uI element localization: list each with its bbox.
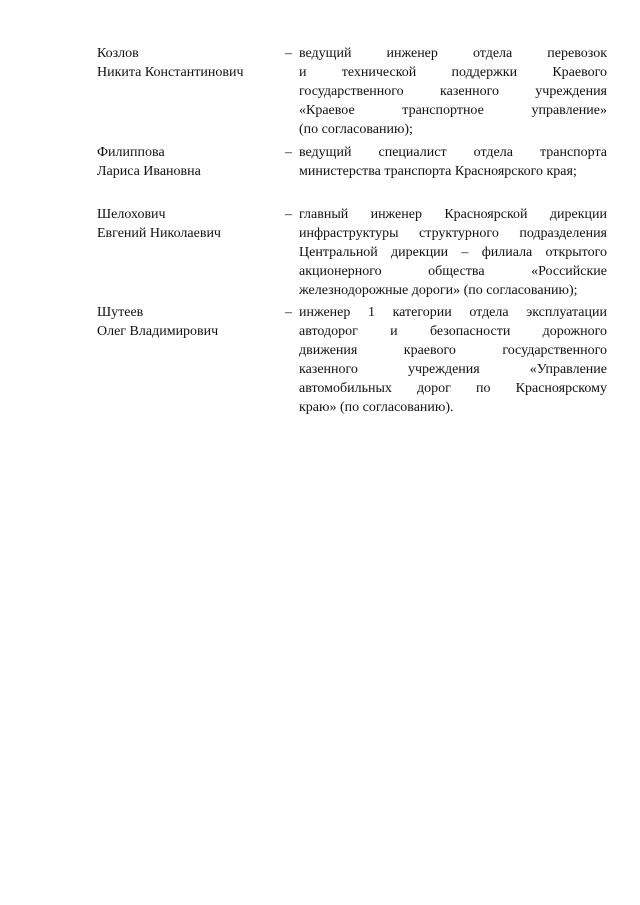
position-line: инфраструктуры структурного подразделения	[299, 226, 607, 241]
dash-separator: –	[285, 46, 292, 61]
position-line: движения краевого государственного	[299, 343, 607, 358]
position-line: акционерного общества «Российские	[299, 264, 607, 279]
dash-separator: –	[285, 207, 292, 222]
member-surname: Шелохович	[97, 207, 166, 222]
position-line: государственного казенного учреждения	[299, 84, 607, 99]
position-line: инженер 1 категории отдела эксплуатации	[299, 305, 607, 320]
position-line: автомобильных дорог по Красноярскому	[299, 381, 607, 396]
member-given-names: Евгений Николаевич	[97, 226, 221, 241]
dash-separator: –	[285, 305, 292, 320]
position-line: ведущий специалист отдела транспорта	[299, 145, 607, 160]
member-given-names: Олег Владимирович	[97, 324, 219, 339]
member-surname: Шутеев	[97, 305, 144, 320]
position-line: ведущий инженер отдела перевозок	[299, 46, 607, 61]
dash-separator: –	[285, 145, 292, 160]
position-line: министерства транспорта Красноярского края;	[299, 164, 577, 179]
member-name	[97, 44, 277, 82]
position-line: (по согласованию);	[299, 122, 413, 137]
position-line: автодорог и безопасности дорожного	[299, 324, 607, 339]
member-name	[97, 143, 277, 181]
member-position	[299, 205, 607, 300]
position-line: и технической поддержки Краевого	[299, 65, 607, 80]
member-position	[299, 303, 607, 417]
member-surname: Филиппова	[97, 145, 165, 160]
position-line: железнодорожные дороги» (по согласованию);	[299, 283, 578, 298]
member-given-names: Никита Константинович	[97, 65, 244, 80]
member-name	[97, 205, 277, 243]
member-given-names: Лариса Ивановна	[97, 164, 201, 179]
member-name	[97, 303, 277, 341]
member-position	[299, 143, 607, 181]
position-line: краю» (по согласованию).	[299, 400, 454, 415]
member-surname: Козлов	[97, 46, 139, 61]
position-line: Центральной дирекции – филиала открытого	[299, 245, 607, 260]
position-line: казенного учреждения «Управление	[299, 362, 607, 377]
position-line: главный инженер Красноярской дирекции	[299, 207, 607, 222]
member-position	[299, 44, 607, 139]
position-line: «Краевое транспортное управление»	[299, 103, 607, 118]
